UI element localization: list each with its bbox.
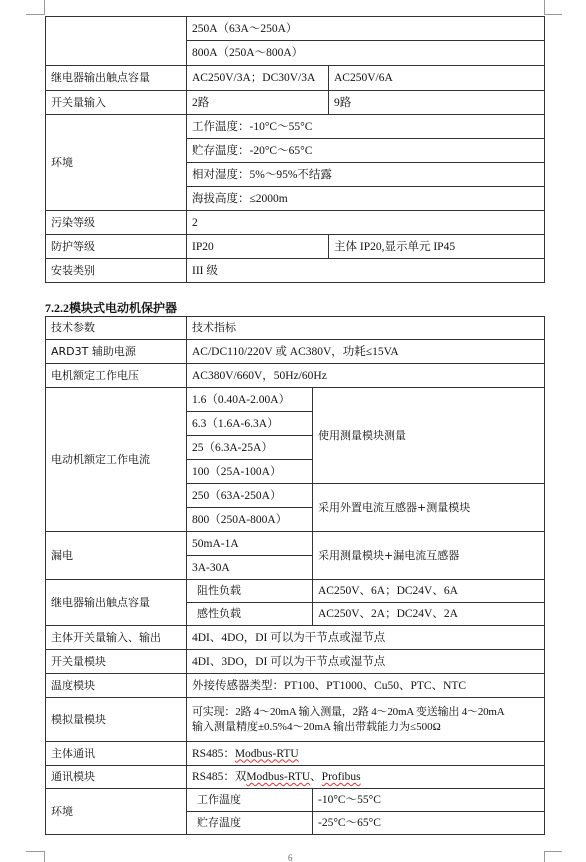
switch-input-value-2: 9路 [329,91,545,115]
table-row [46,91,545,115]
leakage-note: 采用测量模块+漏电流互感器 [313,532,545,580]
header-spec: 技术指标 [187,317,545,340]
main-comm-prefix: RS485： [192,747,235,760]
crop-mark-bottom-right [544,851,562,852]
main-comm-label: 主体通讯 [46,742,187,766]
main-io-label: 主体开关量输入、输出 [46,626,187,650]
comm-module-value [187,766,545,789]
comm-module-protocol-2: Profibus [321,771,361,783]
current-range: 1.6（0.40A-2.00A） [187,388,313,412]
relay-value-2: AC250V/6A [329,66,545,91]
analog-module-value [187,698,545,742]
comm-module-sep: 、 [310,771,322,783]
relay-value-1: AC250V/3A；DC30V/3A [187,66,329,91]
environment-label: 环境 [46,115,187,211]
main-comm-protocol: Modbus-RTU [234,747,299,760]
temp-module-value: 外接传感器类型：PT100、PT1000、Cu50、PTC、NTC [187,674,545,698]
page-number: 6 [288,853,293,862]
table-row [46,317,545,340]
table-row [46,674,545,698]
pollution-value: 2 [187,211,545,235]
main-io-value: 4DI、4DO，DI 可以为干节点或湿节点 [187,626,545,650]
protection-value-2: 主体 IP20,显示单元 IP45 [329,235,545,259]
comm-module-label: 通讯模块 [46,766,187,789]
table-row [46,340,545,364]
table-row [46,259,545,283]
switch-input-label: 开关量输入 [46,91,187,115]
aux-power-value: AC/DC110/220V 或 AC380V，功耗≤15VA [187,340,545,364]
current-range-cell: 800A（250A～800A） [187,41,545,66]
table-row [46,388,545,412]
table-row [46,766,545,789]
crop-mark-bottom-left [26,851,44,852]
spec-table-1 [45,16,545,283]
relay-label: 继电器输出触点容量 [46,66,187,91]
crop-mark-bottom-left-v [44,851,45,862]
aux-power-label: ARD3T 辅助电源 [46,340,187,364]
comm-module-prefix: RS485：双 [192,771,247,783]
table-row [46,211,545,235]
switch-input-value-1: 2路 [187,91,329,115]
analog-module-label: 模拟量模块 [46,698,187,742]
inductive-load-value: AC250V、2A；DC24V、2A [313,603,545,626]
analog-line-1: 可实现：2路 4～20mA 输入测量，2路 4～20mA 变送输出 4～20mA [192,705,505,718]
current-range: 250（63A-250A） [187,484,313,508]
resistive-load-value: AC250V、6A；DC24V、6A [313,580,545,603]
rated-current-label: 电动机额定工作电流 [46,388,187,532]
current-range: 25（6.3A-25A） [187,436,313,460]
env-item: 工作温度：-10°C～55°C [187,115,545,139]
env-item: 海拔高度：≤2000m [187,187,545,211]
header-param: 技术参数 [46,317,187,340]
protection-value-1: IP20 [187,235,329,259]
table-row [46,698,545,742]
table-row [46,115,545,139]
current-range: 6.3（1.6A-6.3A） [187,412,313,436]
leakage-range: 50mA-1A [187,532,313,556]
protection-label: 防护等级 [46,235,187,259]
install-label: 安装类别 [46,259,187,283]
env2-label: 环境 [46,789,187,835]
main-comm-value [187,742,545,766]
storage-temp-value: -25°C～65°C [313,812,545,835]
table-row [46,41,545,66]
spec-table-2 [45,316,545,835]
table-row [46,626,545,650]
crop-mark-bottom-right-v [544,851,545,862]
comm-module-protocol-1: Modbus-RTU [246,771,311,783]
resistive-load-label: 阻性负载 [187,580,313,603]
work-temp-value: -10°C～55°C [313,789,545,812]
table-row [46,650,545,674]
switch-module-value: 4DI、3DO，DI 可以为干节点或湿节点 [187,650,545,674]
analog-line-2: 输入测量精度±0.5%4～20mA 输出带载能力为≤500Ω [192,720,441,733]
crop-mark-top-left-v [44,0,45,15]
temp-module-label: 温度模块 [46,674,187,698]
switch-module-label: 开关量模块 [46,650,187,674]
current-note-2: 采用外置电流互感器+测量模块 [313,484,545,532]
table-row [46,235,545,259]
pollution-label: 污染等级 [46,211,187,235]
table-row [46,742,545,766]
crop-mark-top-right [544,14,562,15]
inductive-load-label: 感性负载 [187,603,313,626]
leakage-label: 漏电 [46,532,187,580]
table-row [46,789,545,812]
install-value: III 级 [187,259,545,283]
env-item: 相对湿度：5%～95%不结露 [187,163,545,187]
current-range-cell: 250A（63A～250A） [187,17,545,41]
leakage-range: 3A-30A [187,556,313,580]
table-row [46,66,545,91]
crop-mark-top-left [26,14,44,15]
table-row [46,580,545,603]
current-range: 800（250A-800A） [187,508,313,532]
table-row [46,364,545,388]
voltage-value: AC380V/660V，50Hz/60Hz [187,364,545,388]
current-range: 100（25A-100A） [187,460,313,484]
storage-temp-label: 贮存温度 [187,812,313,835]
table-row [46,532,545,556]
voltage-label: 电机额定工作电压 [46,364,187,388]
crop-mark-top-right-v [544,0,545,15]
work-temp-label: 工作温度 [187,789,313,812]
env-item: 贮存温度：-20°C～65°C [187,139,545,163]
current-note-1: 使用测量模块测量 [313,388,545,484]
relay-label: 继电器输出触点容量 [46,580,187,626]
table-row [46,17,545,41]
section-heading: 7.2.2模块式电动机保护器 [45,301,178,315]
